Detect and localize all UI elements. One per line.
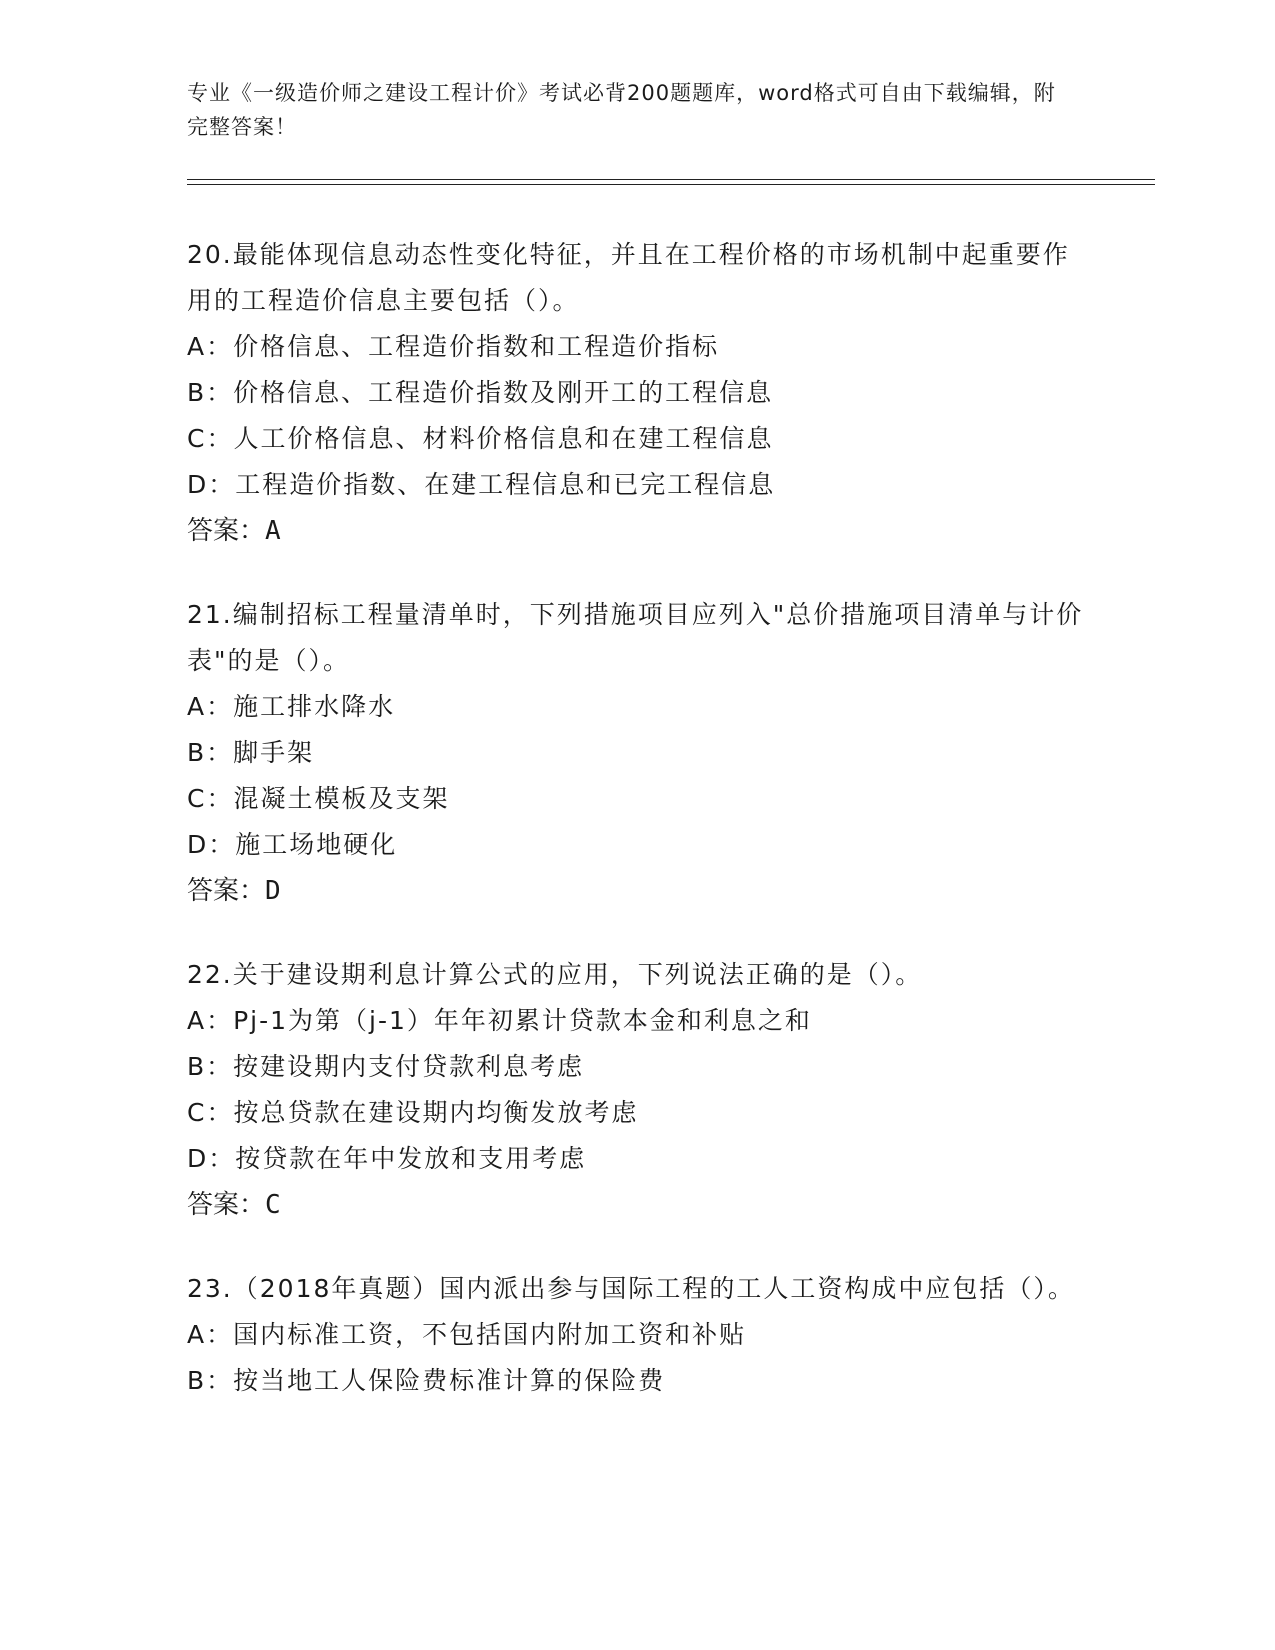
option-a: A：施工排水降水 bbox=[187, 692, 396, 721]
option-d: D：施工场地硬化 bbox=[187, 830, 398, 859]
answer-value: C bbox=[265, 1190, 281, 1220]
option-a: A：Pj-1为第（j-1）年年初累计贷款本金和利息之和 bbox=[187, 1006, 812, 1035]
answer-value: A bbox=[265, 516, 281, 546]
option-c: C：人工价格信息、材料价格信息和在建工程信息 bbox=[187, 424, 774, 453]
answer-line bbox=[187, 508, 1087, 554]
answer-line bbox=[187, 1182, 1087, 1228]
question-23 bbox=[187, 1266, 1087, 1404]
option-b: B：按当地工人保险费标准计算的保险费 bbox=[187, 1366, 666, 1395]
answer-label: 答案： bbox=[187, 876, 266, 906]
option-a: A：价格信息、工程造价指数和工程造价指标 bbox=[187, 332, 720, 361]
option-a: A：国内标准工资，不包括国内附加工资和补贴 bbox=[187, 1320, 747, 1349]
header-divider-top bbox=[187, 179, 1155, 180]
answer-label: 答案： bbox=[187, 516, 266, 546]
answer-value: D bbox=[265, 876, 281, 906]
question-20 bbox=[187, 232, 1087, 554]
question-list bbox=[187, 232, 1087, 1442]
option-d: D：工程造价指数、在建工程信息和已完工程信息 bbox=[187, 470, 776, 499]
question-stem: 23.（2018年真题）国内派出参与国际工程的工人工资构成中应包括（）。 bbox=[187, 1274, 1075, 1303]
answer-label: 答案： bbox=[187, 1190, 266, 1220]
document-header: 专业《一级造价师之建设工程计价》考试必背200题题库，word格式可自由下载编辑，附完整答案！ bbox=[187, 81, 1056, 139]
answer-line bbox=[187, 868, 1087, 914]
option-b: B：价格信息、工程造价指数及刚开工的工程信息 bbox=[187, 378, 774, 407]
question-21 bbox=[187, 592, 1087, 914]
option-b: B：脚手架 bbox=[187, 738, 315, 767]
header-divider-bottom bbox=[187, 184, 1155, 185]
question-stem: 20.最能体现信息动态性变化特征，并且在工程价格的市场机制中起重要作用的工程造价信息主要包括（）。 bbox=[187, 240, 1070, 315]
question-22 bbox=[187, 952, 1087, 1228]
question-stem: 21.编制招标工程量清单时，下列措施项目应列入"总价措施项目清单与计价表"的是（）。 bbox=[187, 600, 1084, 675]
question-stem: 22.关于建设期利息计算公式的应用，下列说法正确的是（）。 bbox=[187, 960, 923, 989]
option-c: C：按总贷款在建设期内均衡发放考虑 bbox=[187, 1098, 639, 1127]
option-b: B：按建设期内支付贷款利息考虑 bbox=[187, 1052, 585, 1081]
option-c: C：混凝土模板及支架 bbox=[187, 784, 450, 813]
option-d: D：按贷款在年中发放和支用考虑 bbox=[187, 1144, 587, 1173]
